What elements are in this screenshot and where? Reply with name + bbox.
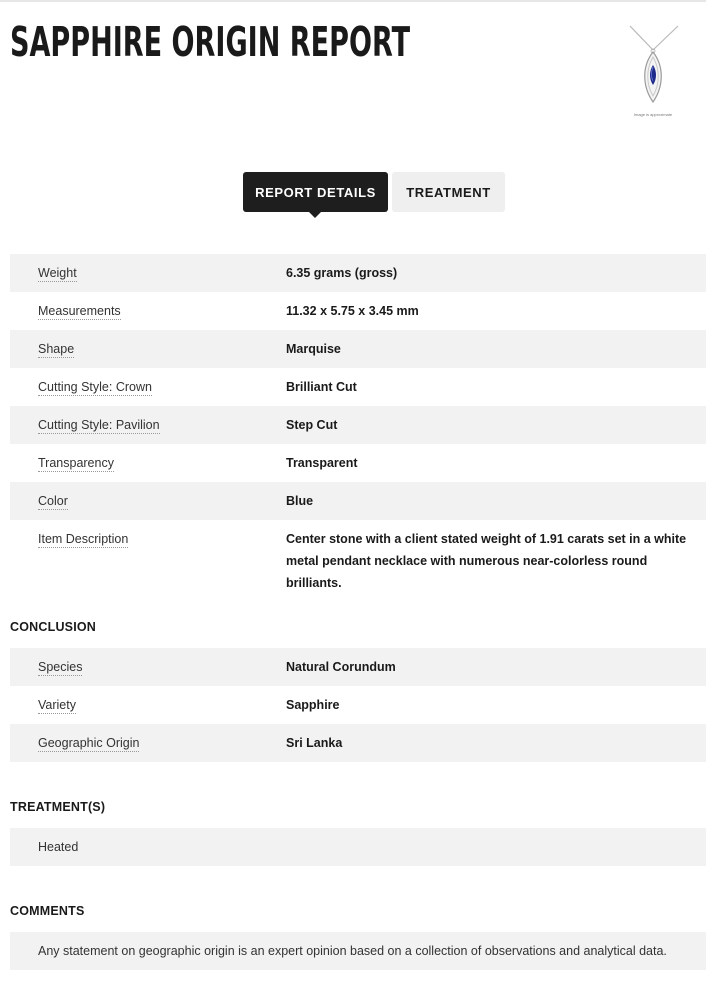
treatment-text: Heated	[38, 840, 79, 854]
tab-report-details[interactable]: REPORT DETAILS	[243, 172, 388, 212]
table-row	[10, 368, 706, 406]
table-row	[10, 444, 706, 482]
detail-label[interactable]: Color	[38, 494, 68, 508]
treatments-table	[10, 828, 706, 866]
table-row	[10, 520, 706, 590]
detail-value: Marquise	[286, 342, 341, 356]
table-row	[10, 482, 706, 520]
conclusion-table	[10, 648, 706, 762]
comments-table	[10, 932, 706, 970]
conclusion-label[interactable]: Variety	[38, 698, 76, 712]
detail-label[interactable]: Cutting Style: Crown	[38, 380, 152, 394]
tab-treatment[interactable]: TREATMENT	[392, 172, 505, 212]
table-row	[10, 828, 706, 866]
table-row	[10, 330, 706, 368]
detail-label[interactable]: Weight	[38, 266, 77, 280]
detail-label[interactable]: Cutting Style: Pavilion	[38, 418, 160, 432]
table-row	[10, 686, 706, 724]
comments-heading: COMMENTS	[10, 904, 85, 918]
top-divider	[0, 0, 706, 2]
comment-text: Any statement on geographic origin is an expert opinion based on a collection of observations and analytical data.	[38, 944, 667, 958]
detail-label[interactable]: Measurements	[38, 304, 121, 318]
table-row	[10, 724, 706, 762]
detail-value: 6.35 grams (gross)	[286, 266, 398, 280]
detail-value: Brilliant Cut	[286, 380, 357, 394]
detail-value: 11.32 x 5.75 x 3.45 mm	[286, 304, 419, 318]
table-row	[10, 254, 706, 292]
detail-value: Step Cut	[286, 418, 338, 432]
detail-label[interactable]: Shape	[38, 342, 75, 356]
conclusion-value: Natural Corundum	[286, 660, 396, 674]
detail-value: Center stone with a client stated weight of 1.91 carats set in a white metal pendant necklace with numerous near-colorless round brilliants.	[286, 532, 687, 590]
conclusion-heading: CONCLUSION	[10, 620, 97, 634]
detail-value: Blue	[286, 494, 314, 508]
pendant-necklace-image	[622, 24, 684, 104]
conclusion-label[interactable]: Geographic Origin	[38, 736, 140, 750]
conclusion-label[interactable]: Species	[38, 660, 83, 674]
detail-label[interactable]: Transparency	[38, 456, 114, 470]
detail-value: Transparent	[286, 456, 358, 470]
treatments-heading: TREATMENT(S)	[10, 800, 106, 814]
table-row	[10, 932, 706, 970]
detail-label[interactable]: Item Description	[38, 532, 129, 546]
table-row	[10, 292, 706, 330]
report-details-table	[10, 254, 706, 590]
table-row	[10, 648, 706, 686]
conclusion-value: Sri Lanka	[286, 736, 343, 750]
thumbnail-caption: Image is approximate	[633, 112, 673, 117]
table-row	[10, 406, 706, 444]
conclusion-value: Sapphire	[286, 698, 340, 712]
page-title: SAPPHIRE ORIGIN REPORT	[10, 18, 411, 66]
